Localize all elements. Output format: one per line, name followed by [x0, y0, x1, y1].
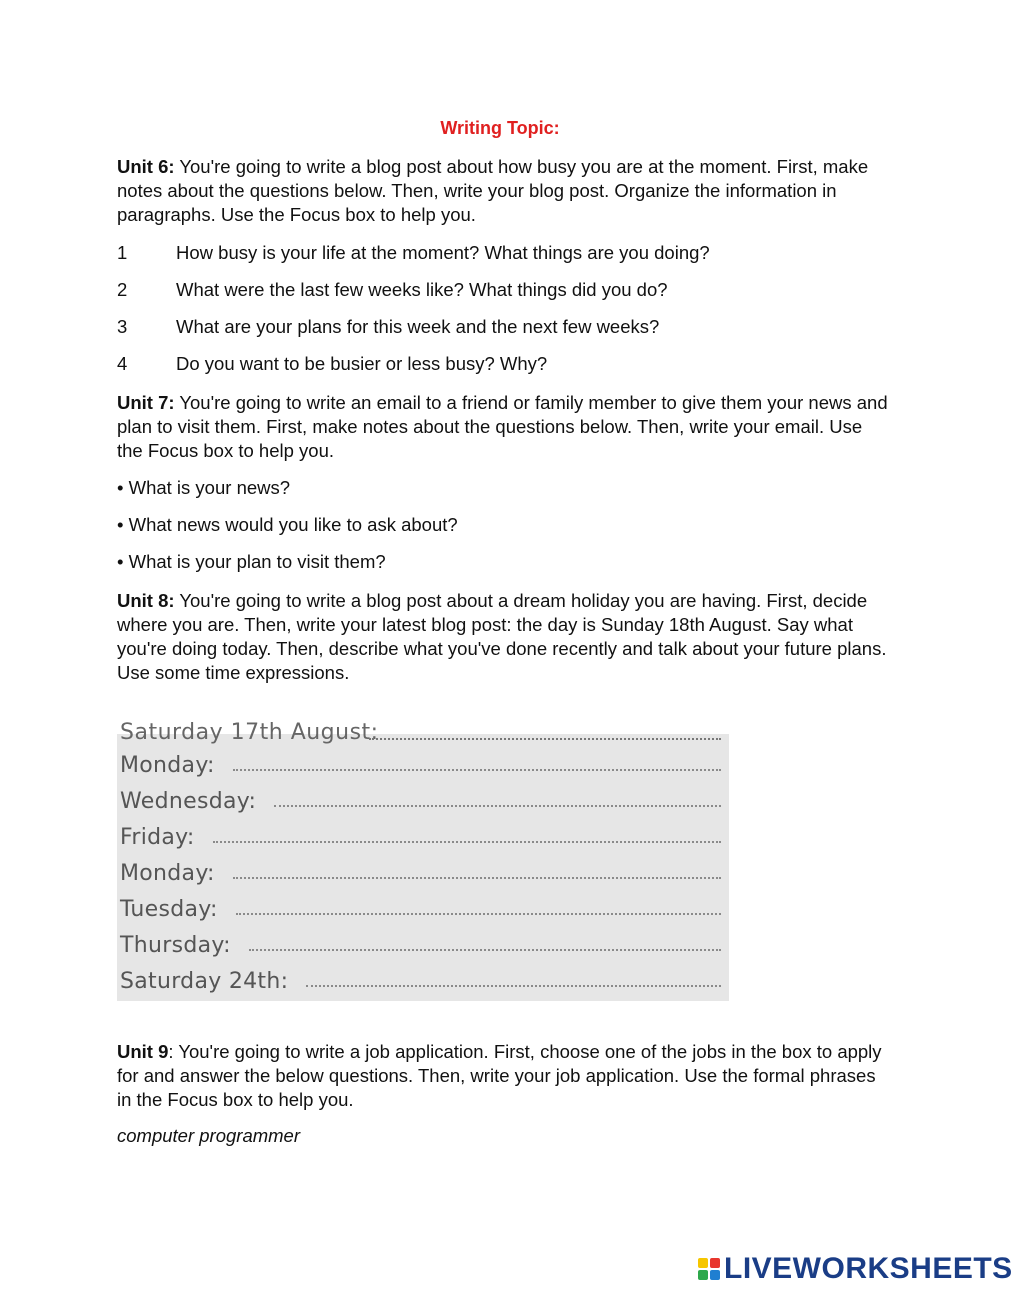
- planner-cut-row: Saturday 17th August:: [120, 720, 379, 745]
- unit7-label: Unit 7:: [117, 392, 175, 413]
- planner-row: [120, 780, 721, 814]
- question-text: What are your plans for this week and the next few weeks?: [176, 316, 660, 337]
- unit6-question-3: [117, 315, 892, 339]
- question-number: 1: [117, 242, 128, 263]
- planner-day-label: Wednesday:: [120, 789, 257, 814]
- diary-planner-image: [117, 720, 729, 1001]
- unit7-bullet-3: • What is your plan to visit them?: [117, 551, 386, 572]
- unit6-label: Unit 6:: [117, 156, 175, 177]
- dotted-line: [236, 912, 721, 915]
- planner-day-label: Friday:: [120, 825, 195, 850]
- unit8-text: You're going to write a blog post about a dream holiday you are having. First, decide where you are. Then, write your latest blog post: the day is Sunday 18th August. Say what you're doing today. Then, describe what you've done recently and talk about your future plans. Use some time expressions.: [117, 590, 887, 683]
- planner-row: [120, 816, 721, 850]
- dotted-line: [274, 804, 721, 807]
- question-text: What were the last few weeks like? What things did you do?: [176, 279, 668, 300]
- planner-row: [120, 744, 721, 778]
- unit6-paragraph: [117, 155, 892, 227]
- planner-day-label: Tuesday:: [120, 897, 218, 922]
- unit9-label: Unit 9: [117, 1041, 169, 1062]
- planner-row: [120, 924, 721, 958]
- dotted-line: [249, 948, 721, 951]
- logo-blocks-icon: [698, 1258, 720, 1280]
- planner-row: [120, 960, 721, 994]
- unit9-paragraph: [117, 1040, 892, 1112]
- question-text: Do you want to be busier or less busy? Why?: [176, 353, 548, 374]
- unit6-text: You're going to write a blog post about how busy you are at the moment. First, make notes about the questions below. Then, write your blog post. Organize the information in paragraphs. Use the Focus box to help you.: [117, 156, 869, 225]
- logo-text: LIVEWORKSHEETS: [724, 1252, 1013, 1285]
- dotted-line: [233, 768, 721, 771]
- planner-row: [120, 852, 721, 886]
- dotted-line: [213, 840, 721, 843]
- planner-cut-line: [369, 738, 721, 740]
- page-title: Writing Topic:: [440, 118, 560, 138]
- question-number: 2: [117, 279, 128, 300]
- question-number: 3: [117, 316, 128, 337]
- question-number: 4: [117, 353, 128, 374]
- unit7-paragraph: [117, 391, 892, 463]
- unit8-paragraph: [117, 589, 892, 685]
- dotted-line: [233, 876, 721, 879]
- job-option: computer programmer: [117, 1125, 301, 1146]
- unit6-question-4: [117, 352, 892, 376]
- unit7-bullet-1: • What is your news?: [117, 477, 291, 498]
- planner-day-label: Monday:: [120, 753, 215, 778]
- unit6-question-1: [117, 241, 892, 265]
- unit7-bullet-2: • What news would you like to ask about?: [117, 514, 458, 535]
- planner-row: [120, 888, 721, 922]
- planner-day-label: Thursday:: [120, 933, 231, 958]
- planner-day-label: Monday:: [120, 861, 215, 886]
- unit6-question-2: [117, 278, 892, 302]
- dotted-line: [306, 984, 721, 987]
- unit8-label: Unit 8:: [117, 590, 175, 611]
- liveworksheets-logo: [698, 1254, 1013, 1284]
- planner-day-label: Saturday 24th:: [120, 969, 289, 994]
- unit7-text: You're going to write an email to a friend or family member to give them your news and plan to visit them. First, make notes about the questions below. Then, write your email. Use the Focus box to help you.: [117, 392, 888, 461]
- question-text: How busy is your life at the moment? What things are you doing?: [176, 242, 710, 263]
- unit9-text: : You're going to write a job application. First, choose one of the jobs in the box to apply for and answer the below questions. Then, write your job application. Use the formal phrases in the Focus box to help you.: [117, 1041, 882, 1110]
